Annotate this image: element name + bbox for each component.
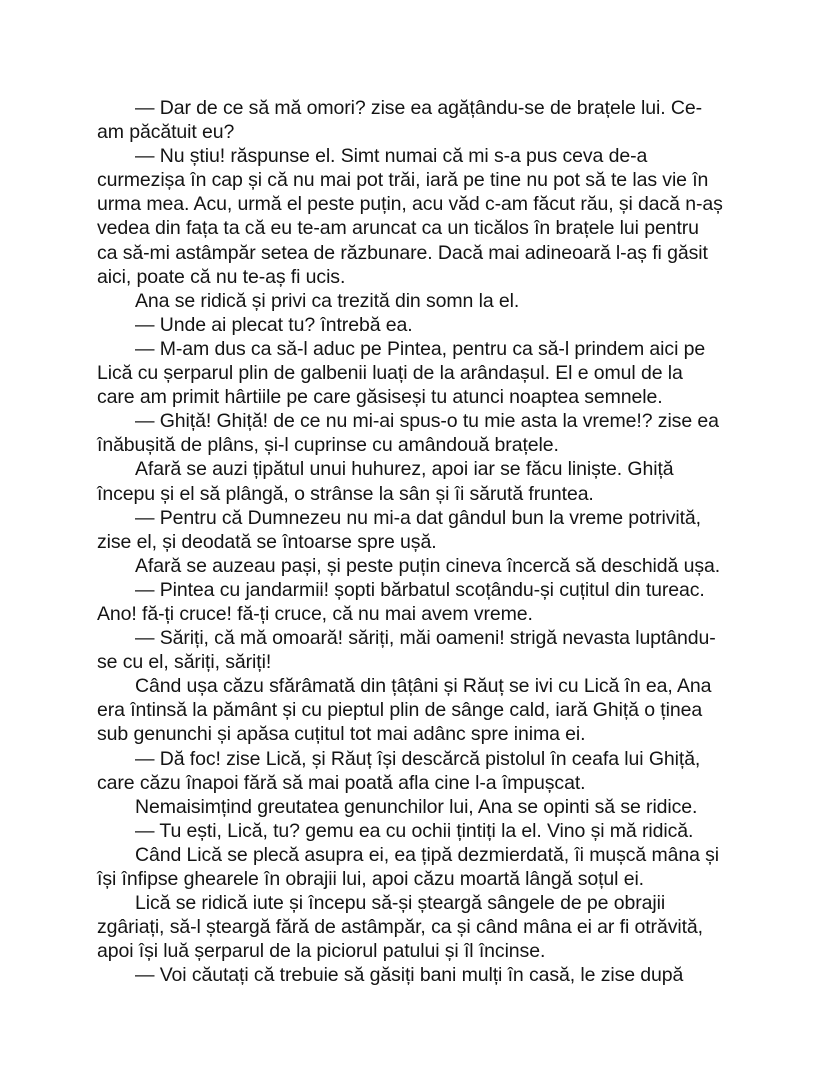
text-line: începu și el să plângă, o strânse la sân și îi sărută fruntea.	[97, 482, 594, 505]
text-line: — Voi căutați că trebuie să găsiți bani mulți în casă, le zise după	[135, 964, 684, 987]
text-line: care căzu înapoi fără să mai poată afla cine l-a împușcat.	[97, 771, 586, 794]
text-line: urma mea. Acu, urmă el peste puțin, acu văd c-am făcut rău, și dacă n-aș	[97, 193, 723, 216]
text-line: înăbușită de plâns, și-l cuprinse cu amândouă brațele.	[97, 434, 559, 457]
text-line: zise el, și deodată se întoarse spre ușă.	[97, 530, 437, 553]
text-line: — Nu știu! răspunse el. Simt numai că mi s-a pus ceva de-a	[135, 145, 648, 168]
text-line: — Ghiță! Ghiță! de ce nu mi-ai spus-o tu mie asta la vreme!? zise ea	[135, 410, 719, 433]
text-line: Lică cu șerparul plin de galbenii luați de la arândașul. El e omul de la	[97, 362, 683, 385]
text-line: Lică se ridică iute și începu să-și șteargă sângele de pe obrajii	[135, 892, 666, 915]
text-line: se cu el, săriți, săriți!	[97, 651, 272, 674]
text-line: — Dă foc! zise Lică, și Răuț își descărcă pistolul în ceafa lui Ghiță,	[135, 747, 701, 770]
text-line: aici, poate că nu te-aș fi ucis.	[97, 265, 346, 288]
text-line: am păcătuit eu?	[97, 121, 235, 144]
text-line: era întinsă la pământ și cu pieptul plin de sânge cald, iară Ghiță o ținea	[97, 699, 703, 722]
text-line: Afară se auzeau pași, și peste puțin cineva încercă să deschidă ușa.	[135, 554, 721, 577]
text-line: — Dar de ce să mă omori? zise ea agățându-se de brațele lui. Ce-	[135, 97, 702, 119]
text-line: — Unde ai plecat tu? întrebă ea.	[135, 313, 413, 336]
text-line: — Tu ești, Lică, tu? gemu ea cu ochii țintiți la el. Vino și mă ridică.	[135, 819, 694, 842]
text-line: Nemaisimțind greutatea genunchilor lui, Ana se opinti să se ridice.	[135, 795, 698, 818]
text-line: sub genunchi și apăsa cuțitul tot mai adânc spre inima ei.	[97, 723, 586, 746]
text-line: vedea din fața ta că eu te-am aruncat ca un ticălos în brațele lui pentru	[97, 217, 699, 240]
text-line: Când Lică se plecă asupra ei, ea țipă dezmierdată, îi mușcă mâna și	[135, 843, 720, 866]
text-line: curmezișa în cap și că nu mai pot trăi, iară pe tine nu pot să te las vie în	[97, 169, 709, 192]
text-line: Ana se ridică și privi ca trezită din somn la el.	[135, 289, 520, 312]
text-line: — M-am dus ca să-l aduc pe Pintea, pentru ca să-l prindem aici pe	[135, 337, 706, 360]
text-line: — Săriți, că mă omoară! săriți, măi oameni! strigă nevasta luptându-	[135, 627, 716, 650]
text-line: apoi își luă șerparul de la piciorul patului și îl încinse.	[97, 940, 546, 963]
text-line: zgâriați, să-l șteargă fără de astâmpăr, ca și când mâna ei ar fi otrăvită,	[97, 916, 703, 939]
text-line: ca să-mi astâmpăr setea de răzbunare. Dacă mai adineoară l-aș fi găsit	[97, 241, 708, 264]
text-line: care am primit hârtiile pe care găsiseși tu atunci noaptea semnele.	[97, 386, 663, 409]
text-line: Ano! fă-ți cruce! fă-ți cruce, că nu mai avem vreme.	[97, 602, 533, 625]
document-page	[97, 96, 747, 987]
text-line: — Pentru că Dumnezeu nu mi-a dat gândul bun la vreme potrivită,	[135, 506, 701, 529]
text-line: Când ușa căzu sfărâmată din țâțâni și Răuț se ivi cu Lică în ea, Ana	[135, 675, 712, 698]
text-line: — Pintea cu jandarmii! șopti bărbatul scoțându-și cuțitul din tureac.	[135, 578, 705, 601]
text-line: își înfipse ghearele în obrajii lui, apoi căzu moartă lângă soțul ei.	[97, 868, 645, 890]
text-line: Afară se auzi țipătul unui huhurez, apoi iar se făcu liniște. Ghiță	[135, 458, 674, 481]
